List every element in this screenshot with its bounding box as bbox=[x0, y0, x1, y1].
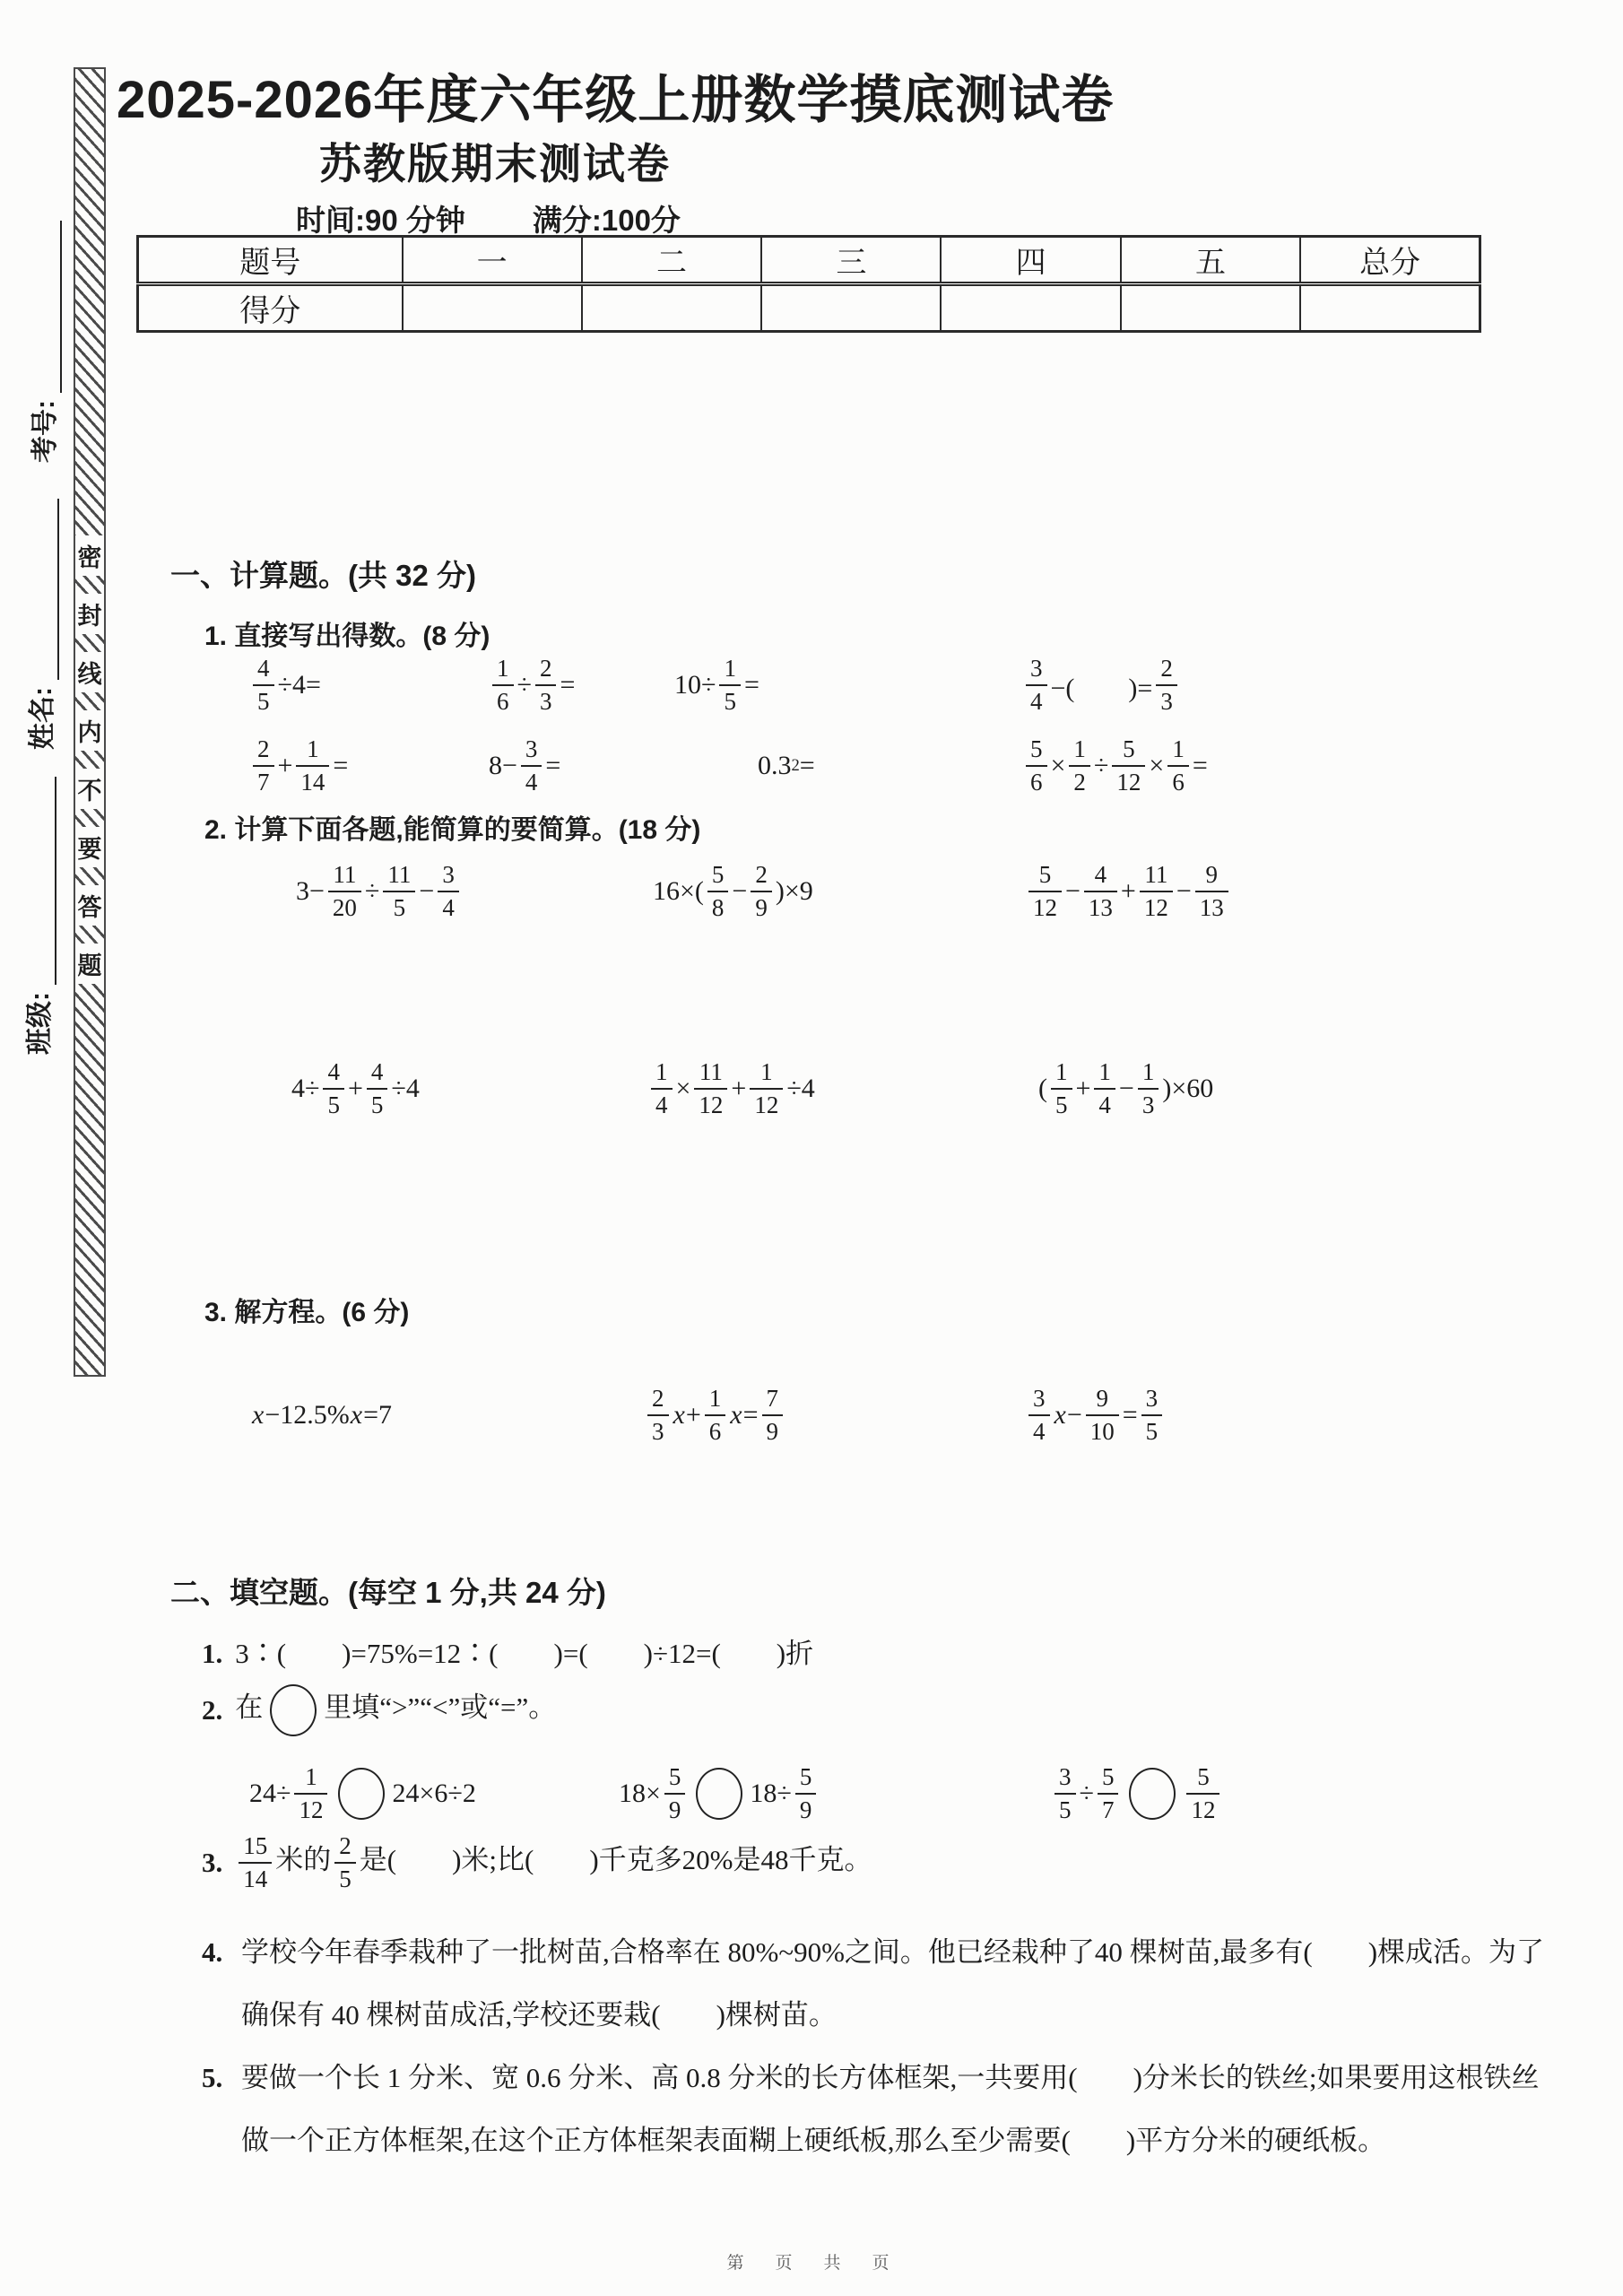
math-expression: 0.3 2 = bbox=[758, 751, 815, 780]
equation: $\frac{3}{4}$ x − $\frac{9}{10}$ = $\frac{3}{5}$ bbox=[1025, 1370, 1166, 1460]
blank-line bbox=[52, 499, 59, 680]
fraction: $\frac{1}{14}$ bbox=[296, 737, 329, 795]
student-name-label: 姓名: bbox=[28, 687, 57, 750]
math-expression: 10÷ $\frac{1}{5}$ = bbox=[674, 655, 759, 715]
fraction: $\frac{2}{5}$ bbox=[334, 1834, 356, 1892]
variable-x: x bbox=[673, 1400, 685, 1430]
variable-x: x bbox=[350, 1400, 363, 1430]
math-expression: $\frac{5}{12}$ − $\frac{4}{13}$ + $\frac{11}{12}$ − $\frac{9}{13}$ bbox=[1025, 850, 1232, 933]
comparison-circle bbox=[1129, 1768, 1176, 1820]
score-table-header-cell: 总分 bbox=[1300, 237, 1480, 284]
fraction: $\frac{11}{12}$ bbox=[1140, 863, 1173, 920]
math-expression: 3− $\frac{11}{20}$ ÷ $\frac{11}{5}$ − $\frac{3}{4}$ bbox=[296, 850, 463, 933]
fraction: $\frac{11}{20}$ bbox=[328, 863, 361, 920]
item-text: 3∶( )=75%=12∶( )=( )÷12=( )折 bbox=[235, 1638, 814, 1669]
seal-text-char: 线 bbox=[75, 652, 104, 692]
fraction: $\frac{5}{6}$ bbox=[1026, 737, 1047, 795]
score-cell bbox=[761, 284, 941, 332]
variable-x: x bbox=[252, 1400, 265, 1430]
seal-text-char: 内 bbox=[75, 710, 104, 751]
fraction: $\frac{3}{4}$ bbox=[1026, 657, 1047, 714]
score-table-header-cell: 一 bbox=[403, 237, 582, 284]
fraction: $\frac{9}{13}$ bbox=[1195, 863, 1228, 920]
math-expression: $\frac{2}{7}$ + $\frac{1}{14}$ = bbox=[249, 728, 348, 804]
fraction: $\frac{4}{5}$ bbox=[323, 1060, 344, 1118]
fraction: $\frac{2}{3}$ bbox=[647, 1387, 669, 1444]
item-text: 在 里填“>”“<”或“=”。 bbox=[235, 1684, 556, 1736]
fraction: $\frac{15}{14}$ bbox=[239, 1834, 272, 1892]
fraction: $\frac{5}{12}$ bbox=[1112, 737, 1145, 795]
question-2-label: 2. 计算下面各题,能简算的要简算。(18 分) bbox=[204, 815, 701, 845]
fill-blank-item bbox=[202, 2047, 1564, 2172]
fraction: $\frac{1}{2}$ bbox=[1069, 737, 1090, 795]
fraction: $\frac{1}{6}$ bbox=[705, 1387, 726, 1444]
fraction: $\frac{2}{7}$ bbox=[253, 737, 274, 795]
fraction: $\frac{5}{9}$ bbox=[795, 1765, 817, 1822]
variable-x: x bbox=[1054, 1400, 1066, 1430]
math-expression: $\frac{1}{6}$ ÷ $\frac{2}{3}$ = bbox=[489, 648, 575, 723]
seal-line-strip bbox=[74, 67, 106, 1377]
fraction: $\frac{2}{3}$ bbox=[1156, 657, 1177, 714]
variable-x: x bbox=[730, 1400, 742, 1430]
score-table-header-cell: 四 bbox=[941, 237, 1120, 284]
fraction: $\frac{1}{12}$ bbox=[294, 1765, 327, 1822]
fraction: $\frac{9}{10}$ bbox=[1086, 1387, 1119, 1444]
fill-blank-item bbox=[202, 1834, 1524, 1892]
math-expression: 4÷ $\frac{4}{5}$ + $\frac{4}{5}$ ÷4 bbox=[291, 1058, 420, 1118]
comparison-expression: 18× $\frac{5}{9}$ 18÷ $\frac{5}{9}$ bbox=[619, 1749, 820, 1839]
score-table-header-row bbox=[138, 237, 1480, 284]
exam-number-label: 考号: bbox=[30, 400, 60, 463]
fraction: $\frac{5}{12}$ bbox=[1028, 863, 1062, 920]
seal-text-char: 答 bbox=[75, 885, 104, 926]
math-expression: $\frac{3}{4}$ −( )= $\frac{2}{3}$ bbox=[1022, 648, 1181, 723]
comparison-circle bbox=[696, 1768, 742, 1820]
seal-line-text bbox=[75, 535, 104, 984]
equation: $\frac{2}{3}$ x + $\frac{1}{6}$ x = $\frac{7}{9}$ bbox=[644, 1370, 786, 1460]
item-text: 要做一个长 1 分米、宽 0.6 分米、高 0.8 分米的长方体框架,一共要用( )分米长的铁丝;如果要用这根铁丝做一个正方体框架,在这个正方体框架表面糊上硬纸板,那么至少需要( )平方分米的硬纸板。 bbox=[241, 2062, 1540, 2157]
fraction: $\frac{2}{3}$ bbox=[535, 657, 557, 714]
fraction: $\frac{1}{5}$ bbox=[719, 657, 741, 714]
score-cell bbox=[1121, 284, 1300, 332]
math-expression: $\frac{4}{5}$ ÷4= bbox=[249, 648, 321, 723]
fraction: $\frac{1}{6}$ bbox=[492, 657, 514, 714]
score-row-label: 得分 bbox=[138, 284, 403, 332]
page-subtitle: 苏教版期末测试卷 bbox=[319, 140, 671, 187]
fraction: $\frac{3}{4}$ bbox=[521, 737, 542, 795]
fraction: $\frac{4}{5}$ bbox=[367, 1060, 388, 1118]
question-1-label: 1. 直接写出得数。(8 分) bbox=[204, 622, 490, 651]
page-footer: 第 页 共 页 bbox=[726, 2254, 897, 2273]
score-table-header-cell: 三 bbox=[761, 237, 941, 284]
exam-number-field bbox=[24, 221, 62, 463]
score-cell bbox=[403, 284, 582, 332]
question-3-label: 3. 解方程。(6 分) bbox=[204, 1298, 410, 1327]
score-table-header-cell: 二 bbox=[582, 237, 761, 284]
seal-text-char: 封 bbox=[75, 594, 104, 634]
item-text: 学校今年春季栽种了一批树苗,合格率在 80%~90%之间。他已经栽种了40 棵树苗,最多有( )棵成活。为了确保有 40 棵树苗成活,学校还要栽( )棵树苗。 bbox=[241, 1936, 1545, 2031]
fraction: $\frac{1}{4}$ bbox=[651, 1060, 673, 1118]
section-one-heading: 一、计算题。(共 32 分) bbox=[170, 559, 477, 592]
fraction: $\frac{3}{5}$ bbox=[1141, 1387, 1163, 1444]
fraction: $\frac{5}{7}$ bbox=[1098, 1765, 1119, 1822]
equation: x −12.5% x =7 bbox=[252, 1400, 392, 1430]
item-number: 4. bbox=[202, 1936, 223, 1968]
item-number: 5. bbox=[202, 2062, 223, 2093]
fraction: $\frac{11}{5}$ bbox=[383, 863, 415, 920]
fill-blank-item bbox=[202, 1684, 1524, 1736]
fraction: $\frac{3}{4}$ bbox=[438, 863, 459, 920]
score-table-header-cell: 题号 bbox=[138, 237, 403, 284]
score-cell bbox=[582, 284, 761, 332]
score-table bbox=[136, 235, 1481, 333]
fraction: $\frac{11}{12}$ bbox=[694, 1060, 727, 1118]
class-field bbox=[19, 777, 56, 1055]
math-expression: $\frac{1}{4}$ × $\frac{11}{12}$ + $\frac{1}{12}$ ÷4 bbox=[647, 1048, 815, 1130]
fraction: $\frac{2}{9}$ bbox=[751, 863, 772, 920]
fraction: $\frac{1}{4}$ bbox=[1094, 1060, 1115, 1118]
math-expression: $\frac{5}{6}$ × $\frac{1}{2}$ ÷ $\frac{5}{12}$ × $\frac{1}{6}$ = bbox=[1022, 728, 1208, 804]
fill-blank-item bbox=[202, 1921, 1564, 2047]
score-table-header-cell: 五 bbox=[1121, 237, 1300, 284]
seal-text-char: 不 bbox=[75, 769, 104, 809]
student-name-field bbox=[22, 499, 59, 750]
fraction: $\frac{3}{5}$ bbox=[1055, 1765, 1076, 1822]
comparison-expression: 24÷ $\frac{1}{12}$ 24×6÷2 bbox=[249, 1763, 476, 1823]
blank-line bbox=[55, 221, 62, 393]
time-info: 时间:90 分钟 bbox=[296, 204, 465, 237]
full-score-info: 满分:100分 bbox=[532, 204, 681, 237]
fraction: $\frac{5}{8}$ bbox=[707, 863, 729, 920]
blank-line bbox=[49, 777, 56, 985]
math-expression: 8− $\frac{3}{4}$ = bbox=[489, 735, 561, 796]
score-cell bbox=[1300, 284, 1480, 332]
item-number: 2. bbox=[202, 1694, 223, 1726]
class-label: 班级: bbox=[25, 992, 55, 1055]
item-text: $\frac{15}{14}$ 米的 $\frac{2}{5}$ 是( )米;比( )千克多20%是48千克。 bbox=[235, 1834, 872, 1892]
seal-text-char: 密 bbox=[75, 535, 104, 576]
comparison-circle bbox=[270, 1684, 317, 1736]
fraction: $\frac{1}{12}$ bbox=[750, 1060, 783, 1118]
fraction: $\frac{4}{13}$ bbox=[1084, 863, 1117, 920]
item-number: 1. bbox=[202, 1638, 223, 1669]
fraction: $\frac{1}{3}$ bbox=[1138, 1060, 1159, 1118]
fraction: $\frac{7}{9}$ bbox=[762, 1387, 784, 1444]
item-number: 3. bbox=[202, 1847, 223, 1879]
fraction: $\frac{1}{5}$ bbox=[1051, 1060, 1072, 1118]
fraction: $\frac{1}{6}$ bbox=[1167, 737, 1189, 795]
fraction: $\frac{3}{4}$ bbox=[1028, 1387, 1050, 1444]
score-table-score-row bbox=[138, 284, 1480, 332]
seal-text-char: 题 bbox=[75, 944, 104, 984]
math-expression: 16×( $\frac{5}{8}$ − $\frac{2}{9}$ )×9 bbox=[653, 861, 813, 921]
section-two-heading: 二、填空题。(每空 1 分,共 24 分) bbox=[170, 1576, 606, 1609]
score-cell bbox=[941, 284, 1120, 332]
exponent: 2 bbox=[791, 756, 800, 775]
seal-text-char: 要 bbox=[75, 827, 104, 867]
comparison-expression: $\frac{3}{5}$ ÷ $\frac{5}{7}$ $\frac{5}{12}$ bbox=[1051, 1749, 1223, 1839]
math-expression: ( $\frac{1}{5}$ + $\frac{1}{4}$ − $\frac{1}{3}$ )×60 bbox=[1038, 1058, 1214, 1118]
fraction: $\frac{5}{9}$ bbox=[664, 1765, 686, 1822]
fraction: $\frac{4}{5}$ bbox=[253, 657, 274, 714]
fraction: $\frac{5}{12}$ bbox=[1186, 1765, 1219, 1822]
fill-blank-item bbox=[202, 1634, 1524, 1673]
comparison-circle bbox=[338, 1768, 385, 1820]
page-title: 2025-2026年度六年级上册数学摸底测试卷 bbox=[117, 71, 1115, 129]
exam-meta bbox=[296, 197, 681, 239]
